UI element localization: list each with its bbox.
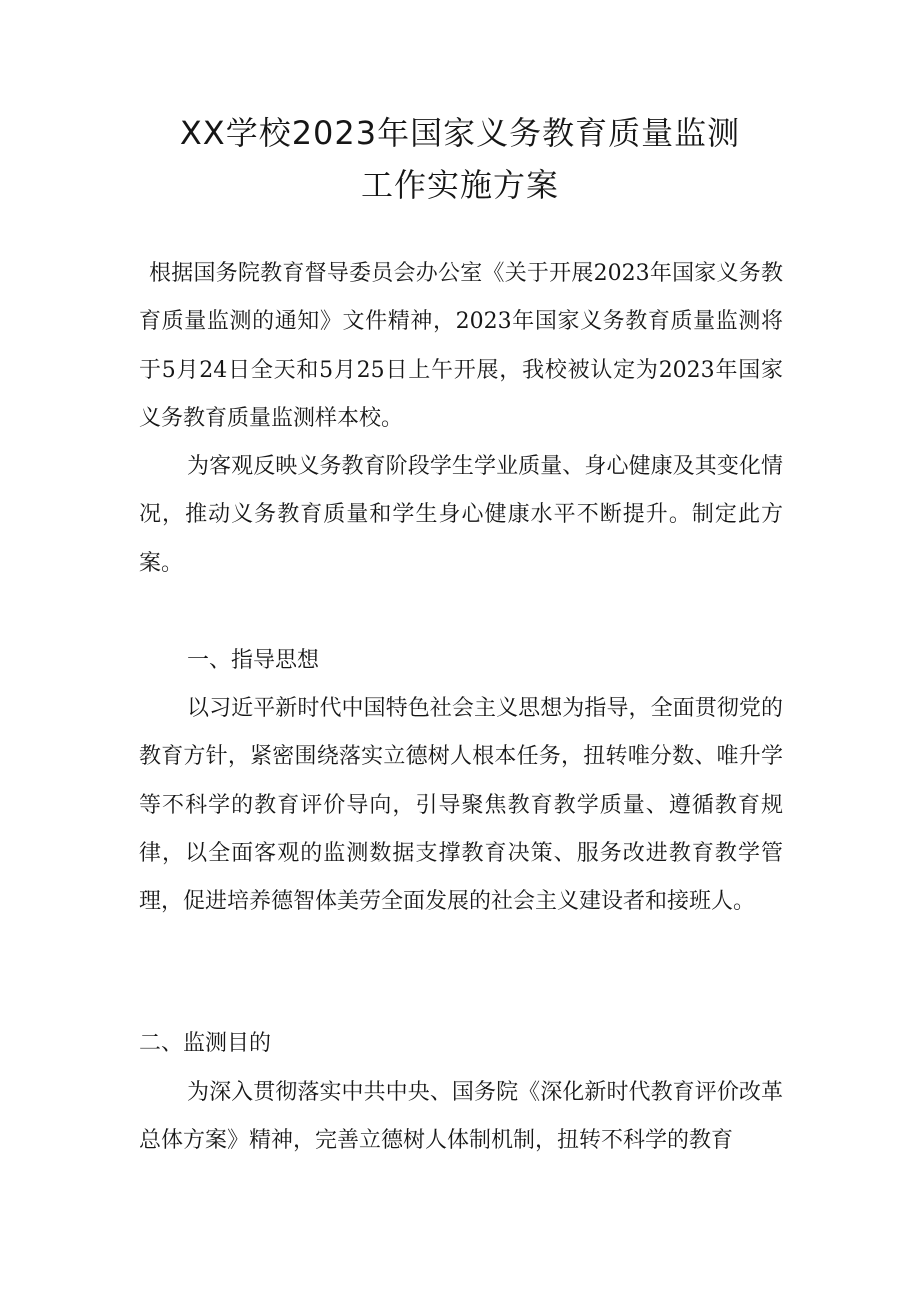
section-body-guiding-ideology: 以习近平新时代中国特色社会主义思想为指导，全面贯彻党的教育方针，紧密围绕落实立德树人根本任务，扭转唯分数、唯升学等不科学的教育评价导向，引导聚焦教育教学质量、遵循教育规律，以全面客观的监测数据支撑教育决策、服务改进教育教学管理，促进培养德智体美劳全面发展的社会主义建设者和接班人。 bbox=[139, 696, 783, 915]
section-heading-guiding-ideology: 一、指导思想 bbox=[187, 648, 320, 673]
purpose-paragraph: 为客观反映义务教育阶段学生学业质量、身心健康及其变化情况，推动义务教育质量和学生身心健康水平不断提升。制定此方案。 bbox=[139, 454, 783, 576]
section-heading-monitoring-purpose: 二、监测目的 bbox=[139, 1031, 272, 1056]
section-body-monitoring-purpose: 为深入贯彻落实中共中央、国务院《深化新时代教育评价改革总体方案》精神，完善立德树人体制机制，扭转不科学的教育 bbox=[139, 1080, 783, 1154]
document-title-line1: XX学校2023年国家义务教育质量监测 bbox=[179, 114, 741, 152]
intro-paragraph: 根据国务院教育督导委员会办公室《关于开展2023年国家义务教育质量监测的通知》文件精神，2023年国家义务教育质量监测将于5月24日全天和5月25日上午开展，我校被认定为2023年国家义务教育质量监测样本校。 bbox=[139, 261, 783, 431]
document-title-line2: 工作实施方案 bbox=[360, 166, 559, 204]
